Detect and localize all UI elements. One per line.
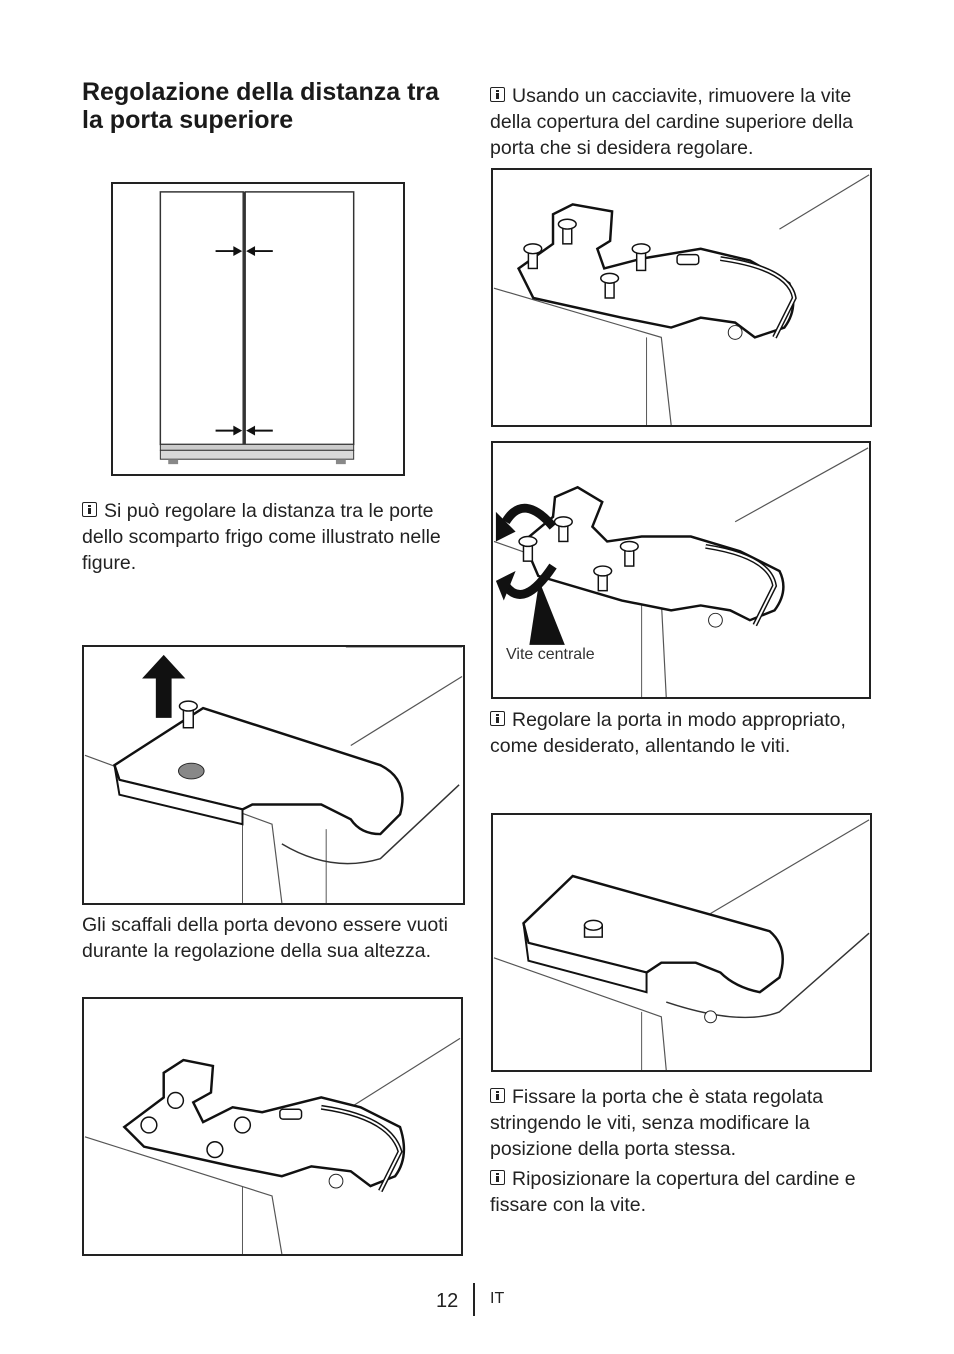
figure-label-central-screw: Vite centrale [506,646,595,663]
note-remove-screw: Usando un cacciavite, rimuovere la vite della copertura del cardine superiore della porta che si desidera regolare. [490,85,854,159]
info-icon [490,1088,505,1103]
info-icon [490,711,505,726]
figure-hinge-screws [491,168,872,427]
language-code: IT [490,1290,505,1307]
note-tighten-screws: Fissare la porta che è stata regolata stringendo le viti, senza modificare la posizione della porta stessa. [490,1086,824,1160]
note-empty-shelves: Gli scaffali della porta devono essere vuoti durante la regolazione della sua altezza. [82,914,449,962]
note-reposition-cover: Riposizionare la copertura del cardine e fissare con la vite. [490,1168,856,1216]
figure-hinge-cover-remove [82,645,465,905]
note-adjust-door: Regolare la porta in modo appropriato, come desiderato, allentando le viti. [490,709,846,757]
figure-hinge-cover-installed [491,813,872,1072]
note-door-gap: Si può regolare la distanza tra le porte dello scomparto frigo come illustrato nelle figure. [82,500,441,574]
footer-divider [473,1283,475,1316]
info-icon [490,1170,505,1185]
info-icon [490,87,505,102]
info-icon [82,502,97,517]
figure-hinge-plate [82,997,463,1256]
section-title: Regolazione della distanza tra la porta superiore [82,78,440,134]
page-number: 12 [436,1290,459,1312]
figure-fridge-front [111,182,405,476]
